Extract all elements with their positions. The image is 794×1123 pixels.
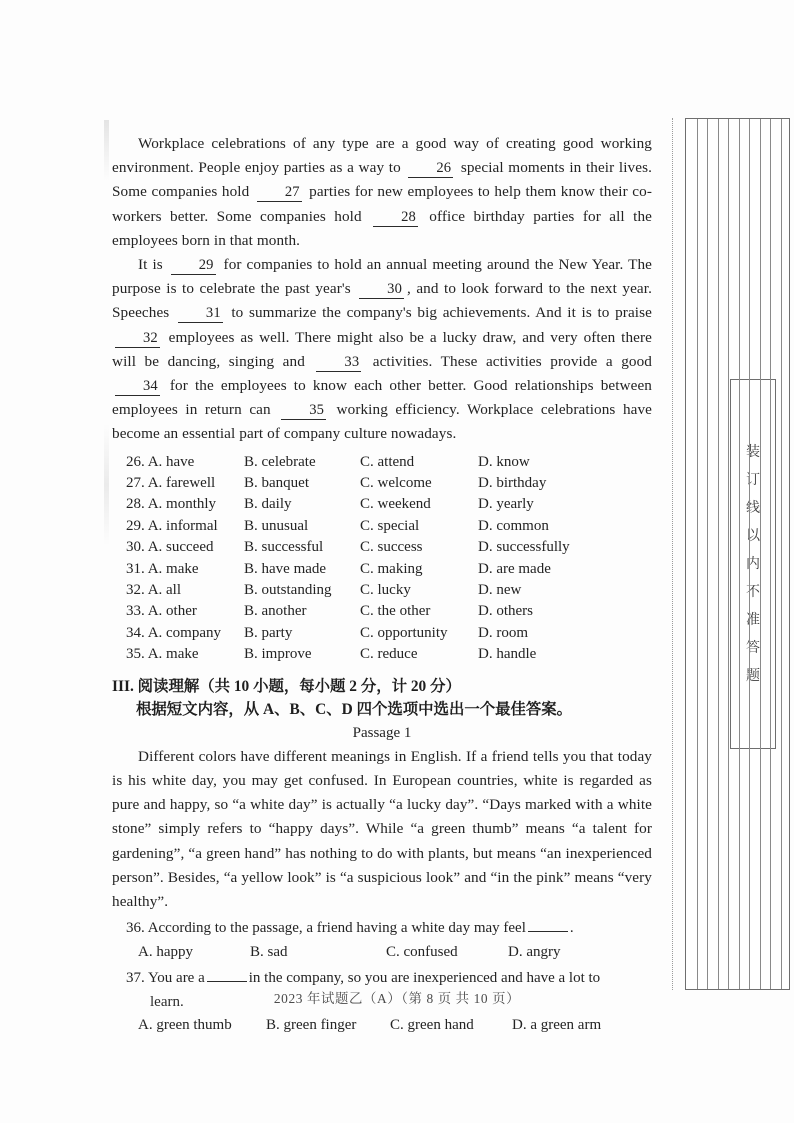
question-36-number: 36. bbox=[126, 920, 145, 937]
question-36-answer-blank[interactable] bbox=[528, 931, 568, 932]
cloze-question-33-number: 33. bbox=[126, 603, 148, 620]
cloze-question-29-number: 29. bbox=[126, 517, 148, 534]
binding-notice-char: 装 bbox=[746, 444, 760, 460]
cloze-question-34-option-c[interactable]: C. opportunity bbox=[360, 624, 448, 641]
binding-rule-line bbox=[781, 119, 782, 989]
cloze-question-27-option-b[interactable]: B. banquet bbox=[244, 475, 309, 492]
cloze-blank-35[interactable]: 35 bbox=[281, 402, 326, 420]
passage-1-text: Different colors have different meanings in English. If a friend tells you that today is his white day, you may get confused. In European countries, white is regarded as pure and happy, so “a white day” is actually “a lucky day”. “Days marked with a white stone” simply refers to “happy days”. While “a green thumb” means “a talent for gardening”, “a green hand” has nothing to do with plants, but means “an inexperienced person”. Besides, “a yellow look” is “a suspicious look” and “in the pink” means “very healthy”. bbox=[112, 747, 652, 910]
cloze-question-33-option-a[interactable]: 33. A. other bbox=[126, 603, 197, 620]
binding-rule-line bbox=[760, 119, 761, 989]
cloze-question-33-option-c[interactable]: C. the other bbox=[360, 603, 431, 620]
cloze-question-28-option-a[interactable]: 28. A. monthly bbox=[126, 496, 217, 513]
cloze-question-30-option-a[interactable]: 30. A. succeed bbox=[126, 539, 214, 556]
cloze-blank-32[interactable]: 32 bbox=[115, 330, 160, 348]
binding-notice-char: 以 bbox=[746, 528, 760, 544]
cloze-question-32-option-d[interactable]: D. new bbox=[478, 582, 522, 599]
cloze-question-34 bbox=[126, 623, 652, 644]
cloze-question-29-option-c[interactable]: C. special bbox=[360, 517, 420, 534]
binding-notice-char: 线 bbox=[746, 500, 760, 516]
question-37-option-d[interactable]: D. a green arm bbox=[512, 1017, 602, 1034]
cloze-question-27-option-d[interactable]: D. birthday bbox=[478, 475, 547, 492]
cloze-blank-33[interactable]: 33 bbox=[316, 354, 361, 372]
cloze-blank-30[interactable]: 30 bbox=[359, 281, 404, 299]
cloze-question-35-option-a[interactable]: 35. A. make bbox=[126, 646, 199, 663]
cloze-question-26 bbox=[126, 452, 652, 473]
question-36-stem bbox=[126, 917, 652, 941]
main-text-column bbox=[112, 132, 652, 1038]
question-36-stem-text: According to the passage, a friend having a white day may feel bbox=[147, 920, 526, 937]
binding-rule-line bbox=[697, 119, 698, 989]
cloze-question-27 bbox=[126, 473, 652, 494]
cloze-question-33-option-b[interactable]: B. another bbox=[244, 603, 307, 620]
binding-dotted-line bbox=[672, 118, 673, 990]
binding-notice-char: 答 bbox=[746, 640, 760, 656]
cloze-question-28-option-b[interactable]: B. daily bbox=[244, 496, 292, 513]
binding-notice-char: 订 bbox=[746, 472, 760, 488]
cloze-question-33-option-d[interactable]: D. others bbox=[478, 603, 533, 620]
footer-text: 2023 年试题乙（A）（第 8 页 共 10 页） bbox=[273, 991, 521, 1006]
binding-rule-line bbox=[770, 119, 771, 989]
cloze-options-list bbox=[126, 452, 652, 666]
binding-notice-char: 题 bbox=[746, 668, 760, 684]
cloze-question-26-number: 26. bbox=[126, 453, 148, 470]
cloze-question-27-option-c[interactable]: C. welcome bbox=[360, 475, 432, 492]
cloze-question-31-option-c[interactable]: C. making bbox=[360, 560, 423, 577]
scan-smudge bbox=[104, 120, 109, 880]
question-37-stem-line2: learn. bbox=[150, 993, 184, 1010]
cloze-question-31-number: 31. bbox=[126, 560, 148, 577]
question-36-option-b[interactable]: B. sad bbox=[250, 943, 288, 960]
cloze-question-35 bbox=[126, 644, 652, 665]
cloze-question-33 bbox=[126, 601, 652, 622]
binding-rule-line bbox=[749, 119, 750, 989]
cloze-question-28-option-c[interactable]: C. weekend bbox=[360, 496, 431, 513]
cloze-question-32 bbox=[126, 580, 652, 601]
binding-rule-line bbox=[718, 119, 719, 989]
cloze-question-34-number: 34. bbox=[126, 624, 148, 641]
cloze-question-32-option-c[interactable]: C. lucky bbox=[360, 582, 411, 599]
cloze-question-34-option-b[interactable]: B. party bbox=[244, 624, 293, 641]
cloze-question-35-option-c[interactable]: C. reduce bbox=[360, 646, 418, 663]
cloze-question-31-option-b[interactable]: B. have made bbox=[244, 560, 327, 577]
question-37-options bbox=[138, 1014, 652, 1038]
question-37-option-c[interactable]: C. green hand bbox=[390, 1017, 474, 1034]
cloze-question-30-option-c[interactable]: C. success bbox=[360, 539, 423, 556]
cloze-question-29-option-b[interactable]: B. unusual bbox=[244, 517, 309, 534]
cloze-question-32-option-b[interactable]: B. outstanding bbox=[244, 582, 332, 599]
section-3-instruction: 根据短文内容，从 A、B、C、D 四个选项中选出一个最佳答案。 bbox=[136, 700, 573, 718]
cloze-question-28-number: 28. bbox=[126, 496, 148, 513]
cloze-question-35-option-d[interactable]: D. handle bbox=[478, 646, 537, 663]
cloze-question-32-option-a[interactable]: 32. A. all bbox=[126, 582, 182, 599]
question-36-option-a[interactable]: A. happy bbox=[138, 943, 193, 960]
page-footer bbox=[0, 988, 794, 1007]
binding-rule-line bbox=[707, 119, 708, 989]
question-36 bbox=[126, 917, 652, 964]
cloze-question-30-option-b[interactable]: B. successful bbox=[244, 539, 324, 556]
cloze-question-26-option-b[interactable]: B. celebrate bbox=[244, 453, 316, 470]
binding-rule-line bbox=[728, 119, 729, 989]
cloze-question-35-number: 35. bbox=[126, 646, 148, 663]
cloze-question-30-option-d[interactable]: D. successfully bbox=[478, 539, 570, 556]
question-37-stem-tail: in the company, so you are inexperienced and have a lot to bbox=[248, 970, 601, 987]
question-37-number: 37. bbox=[126, 970, 145, 987]
cloze-question-27-number: 27. bbox=[126, 475, 148, 492]
passage-title: Passage 1 bbox=[352, 724, 412, 741]
binding-rule-line bbox=[739, 119, 740, 989]
cloze-question-26-option-d[interactable]: D. know bbox=[478, 453, 530, 470]
cloze-question-29-option-a[interactable]: 29. A. informal bbox=[126, 517, 218, 534]
cloze-question-30-number: 30. bbox=[126, 539, 148, 556]
cloze-blank-27[interactable]: 27 bbox=[257, 184, 302, 202]
binding-margin-box bbox=[685, 118, 790, 990]
cloze-question-29 bbox=[126, 516, 652, 537]
cloze-question-28-option-d[interactable]: D. yearly bbox=[478, 496, 534, 513]
cloze-question-35-option-b[interactable]: B. improve bbox=[244, 646, 312, 663]
question-36-option-c[interactable]: C. confused bbox=[386, 943, 458, 960]
cloze-question-26-option-a[interactable]: 26. A. have bbox=[126, 453, 195, 470]
cloze-paragraph-1: Workplace celebrations of any type are a good way of creating good working environment. People enjoy parties as a way to 26 special moments in their lives. Some companies hold 27 parties for new employees to help them know their co-workers better. Some companies hold 28 office birthday parties for all the employees born in that month. bbox=[112, 135, 652, 249]
question-36-stem-tail: . bbox=[569, 920, 574, 937]
cloze-blank-28[interactable]: 28 bbox=[373, 209, 418, 227]
cloze-question-34-option-a[interactable]: 34. A. company bbox=[126, 624, 222, 641]
cloze-blank-26[interactable]: 26 bbox=[408, 160, 453, 178]
cloze-blank-31[interactable]: 31 bbox=[178, 305, 223, 323]
cloze-question-27-option-a[interactable]: 27. A. farewell bbox=[126, 475, 216, 492]
cloze-question-29-option-d[interactable]: D. common bbox=[478, 517, 549, 534]
cloze-question-31-option-d[interactable]: D. are made bbox=[478, 560, 551, 577]
question-36-option-d[interactable]: D. angry bbox=[508, 943, 561, 960]
question-37-option-a[interactable]: A. green thumb bbox=[138, 1017, 232, 1034]
cloze-blank-29[interactable]: 29 bbox=[171, 257, 216, 275]
question-37-option-b[interactable]: B. green finger bbox=[266, 1017, 357, 1034]
section-3-heading: III. 阅读理解（共 10 小题，每小题 2 分，计 20 分） bbox=[112, 677, 461, 695]
question-37-answer-blank[interactable] bbox=[207, 981, 247, 982]
cloze-question-31-option-a[interactable]: 31. A. make bbox=[126, 560, 199, 577]
cloze-paragraph-2: It is 29 for companies to hold an annual meeting around the New Year. The purpose is to celebrate the past year's 30 , and to look forward to the next year. Speeches 31 to summarize the company's big achievements. And it is to praise 32 employees as well. There might also be a lucky draw, and very often there will be dancing, singing and 33 activities. These activities provide a good 34 for the employees to know each other better. Good relationships between employees in return can 35 working efficiency. Workplace celebrations have become an essential part of company culture nowadays. bbox=[112, 256, 653, 443]
question-37-stem-text: You are a bbox=[147, 970, 205, 987]
question-36-options bbox=[138, 941, 652, 965]
cloze-question-26-option-c[interactable]: C. attend bbox=[360, 453, 415, 470]
binding-notice-char: 内 bbox=[746, 556, 760, 572]
cloze-question-32-number: 32. bbox=[126, 582, 148, 599]
cloze-question-34-option-d[interactable]: D. room bbox=[478, 624, 528, 641]
binding-notice-char: 不 bbox=[746, 584, 760, 600]
cloze-blank-34[interactable]: 34 bbox=[115, 378, 160, 396]
cloze-question-31 bbox=[126, 559, 652, 580]
binding-notice-char: 准 bbox=[746, 612, 760, 628]
cloze-question-30 bbox=[126, 537, 652, 558]
cloze-question-28 bbox=[126, 494, 652, 515]
